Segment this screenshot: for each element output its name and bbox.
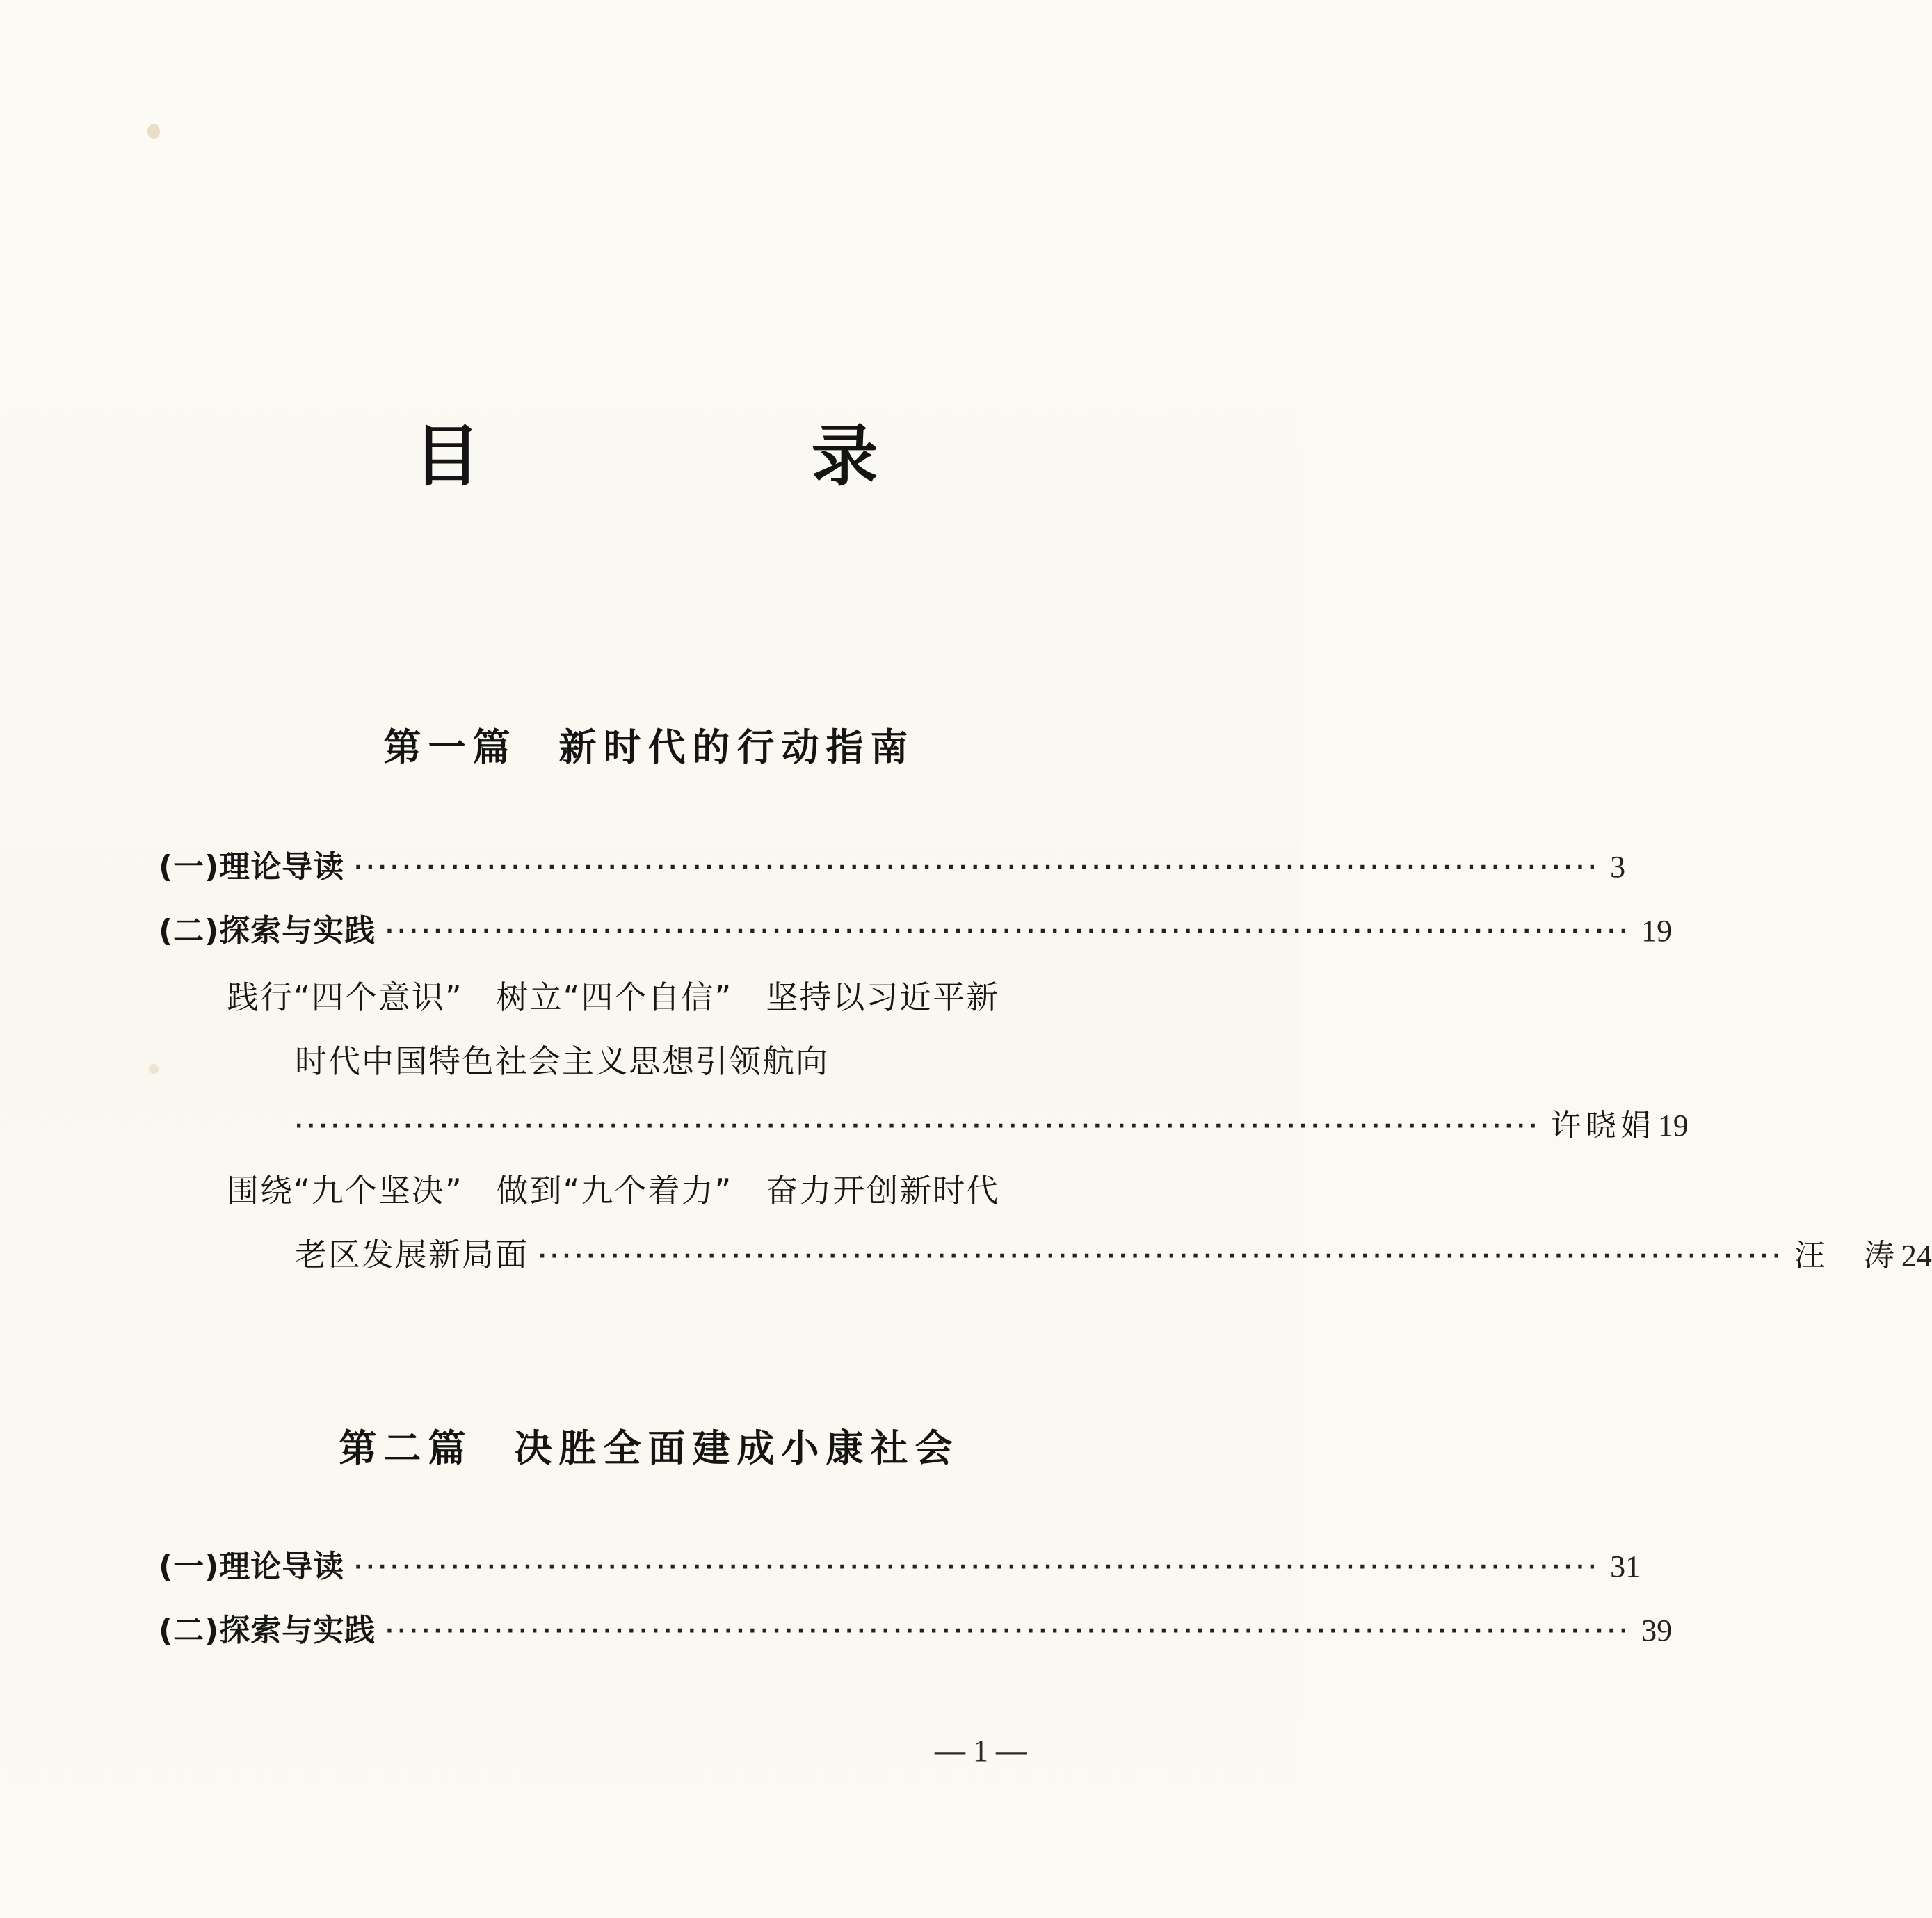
leader-dots: ······································································································· [385,919,1632,944]
show-through-text [174,209,904,253]
section-label: (二)探索与实践 [159,913,376,949]
author: 汪 涛 [1794,1238,1899,1273]
toc-entry[interactable] [295,1230,1932,1275]
part-number: 第一篇 [383,725,517,769]
section-label: (一)理论导读 [159,1549,345,1584]
page-number: 31 [1610,1549,1641,1583]
paper-stain [149,1064,159,1074]
page-title: 目 录 [413,417,1011,495]
part-heading-2 [0,1419,1298,1472]
author: 许晓娟 [1550,1108,1655,1143]
page-number: 24 [1901,1239,1932,1273]
part-name: 新时代的行动指南 [558,725,915,769]
paper-stain [147,124,160,139]
leader-dots: ······································································································· [354,1555,1601,1579]
page-number: 3 [1610,850,1626,884]
leader-dots: ······································································································· [354,855,1601,880]
toc-entry[interactable] [159,905,1673,950]
page-number: 39 [1641,1613,1673,1647]
part-heading-1 [0,718,1298,771]
section-label: (一)理论导读 [159,849,345,885]
article-title-line[interactable]: 围绕“九个坚决” 做到“九个着力” 奋力开创新时代 [227,1172,1000,1209]
leader-dots: ······································································································· [385,1619,1632,1643]
page-number: 19 [1657,1109,1689,1143]
article-title-line: 老区发展新局面 [295,1236,529,1273]
toc-entry[interactable] [159,1541,1641,1586]
toc-entry[interactable] [159,841,1626,886]
article-title-line[interactable]: 时代中国特色社会主义思想引领航向 [295,1042,829,1080]
part-number: 第二篇 [339,1426,473,1470]
part-name: 决胜全面建成小康社会 [514,1426,960,1470]
article-title-line[interactable]: 践行“四个意识” 树立“四个自信” 坚持以习近平新 [227,978,1000,1016]
toc-entry[interactable] [159,1605,1673,1650]
page-number: 19 [1641,914,1673,948]
toc-entry[interactable] [295,1100,1689,1145]
leader-dots: ······································································································· [538,1244,1785,1268]
page-folio: — 1 — [935,1734,1027,1768]
section-label: (二)探索与实践 [159,1613,376,1648]
leader-dots: ······································································································· [295,1114,1541,1138]
